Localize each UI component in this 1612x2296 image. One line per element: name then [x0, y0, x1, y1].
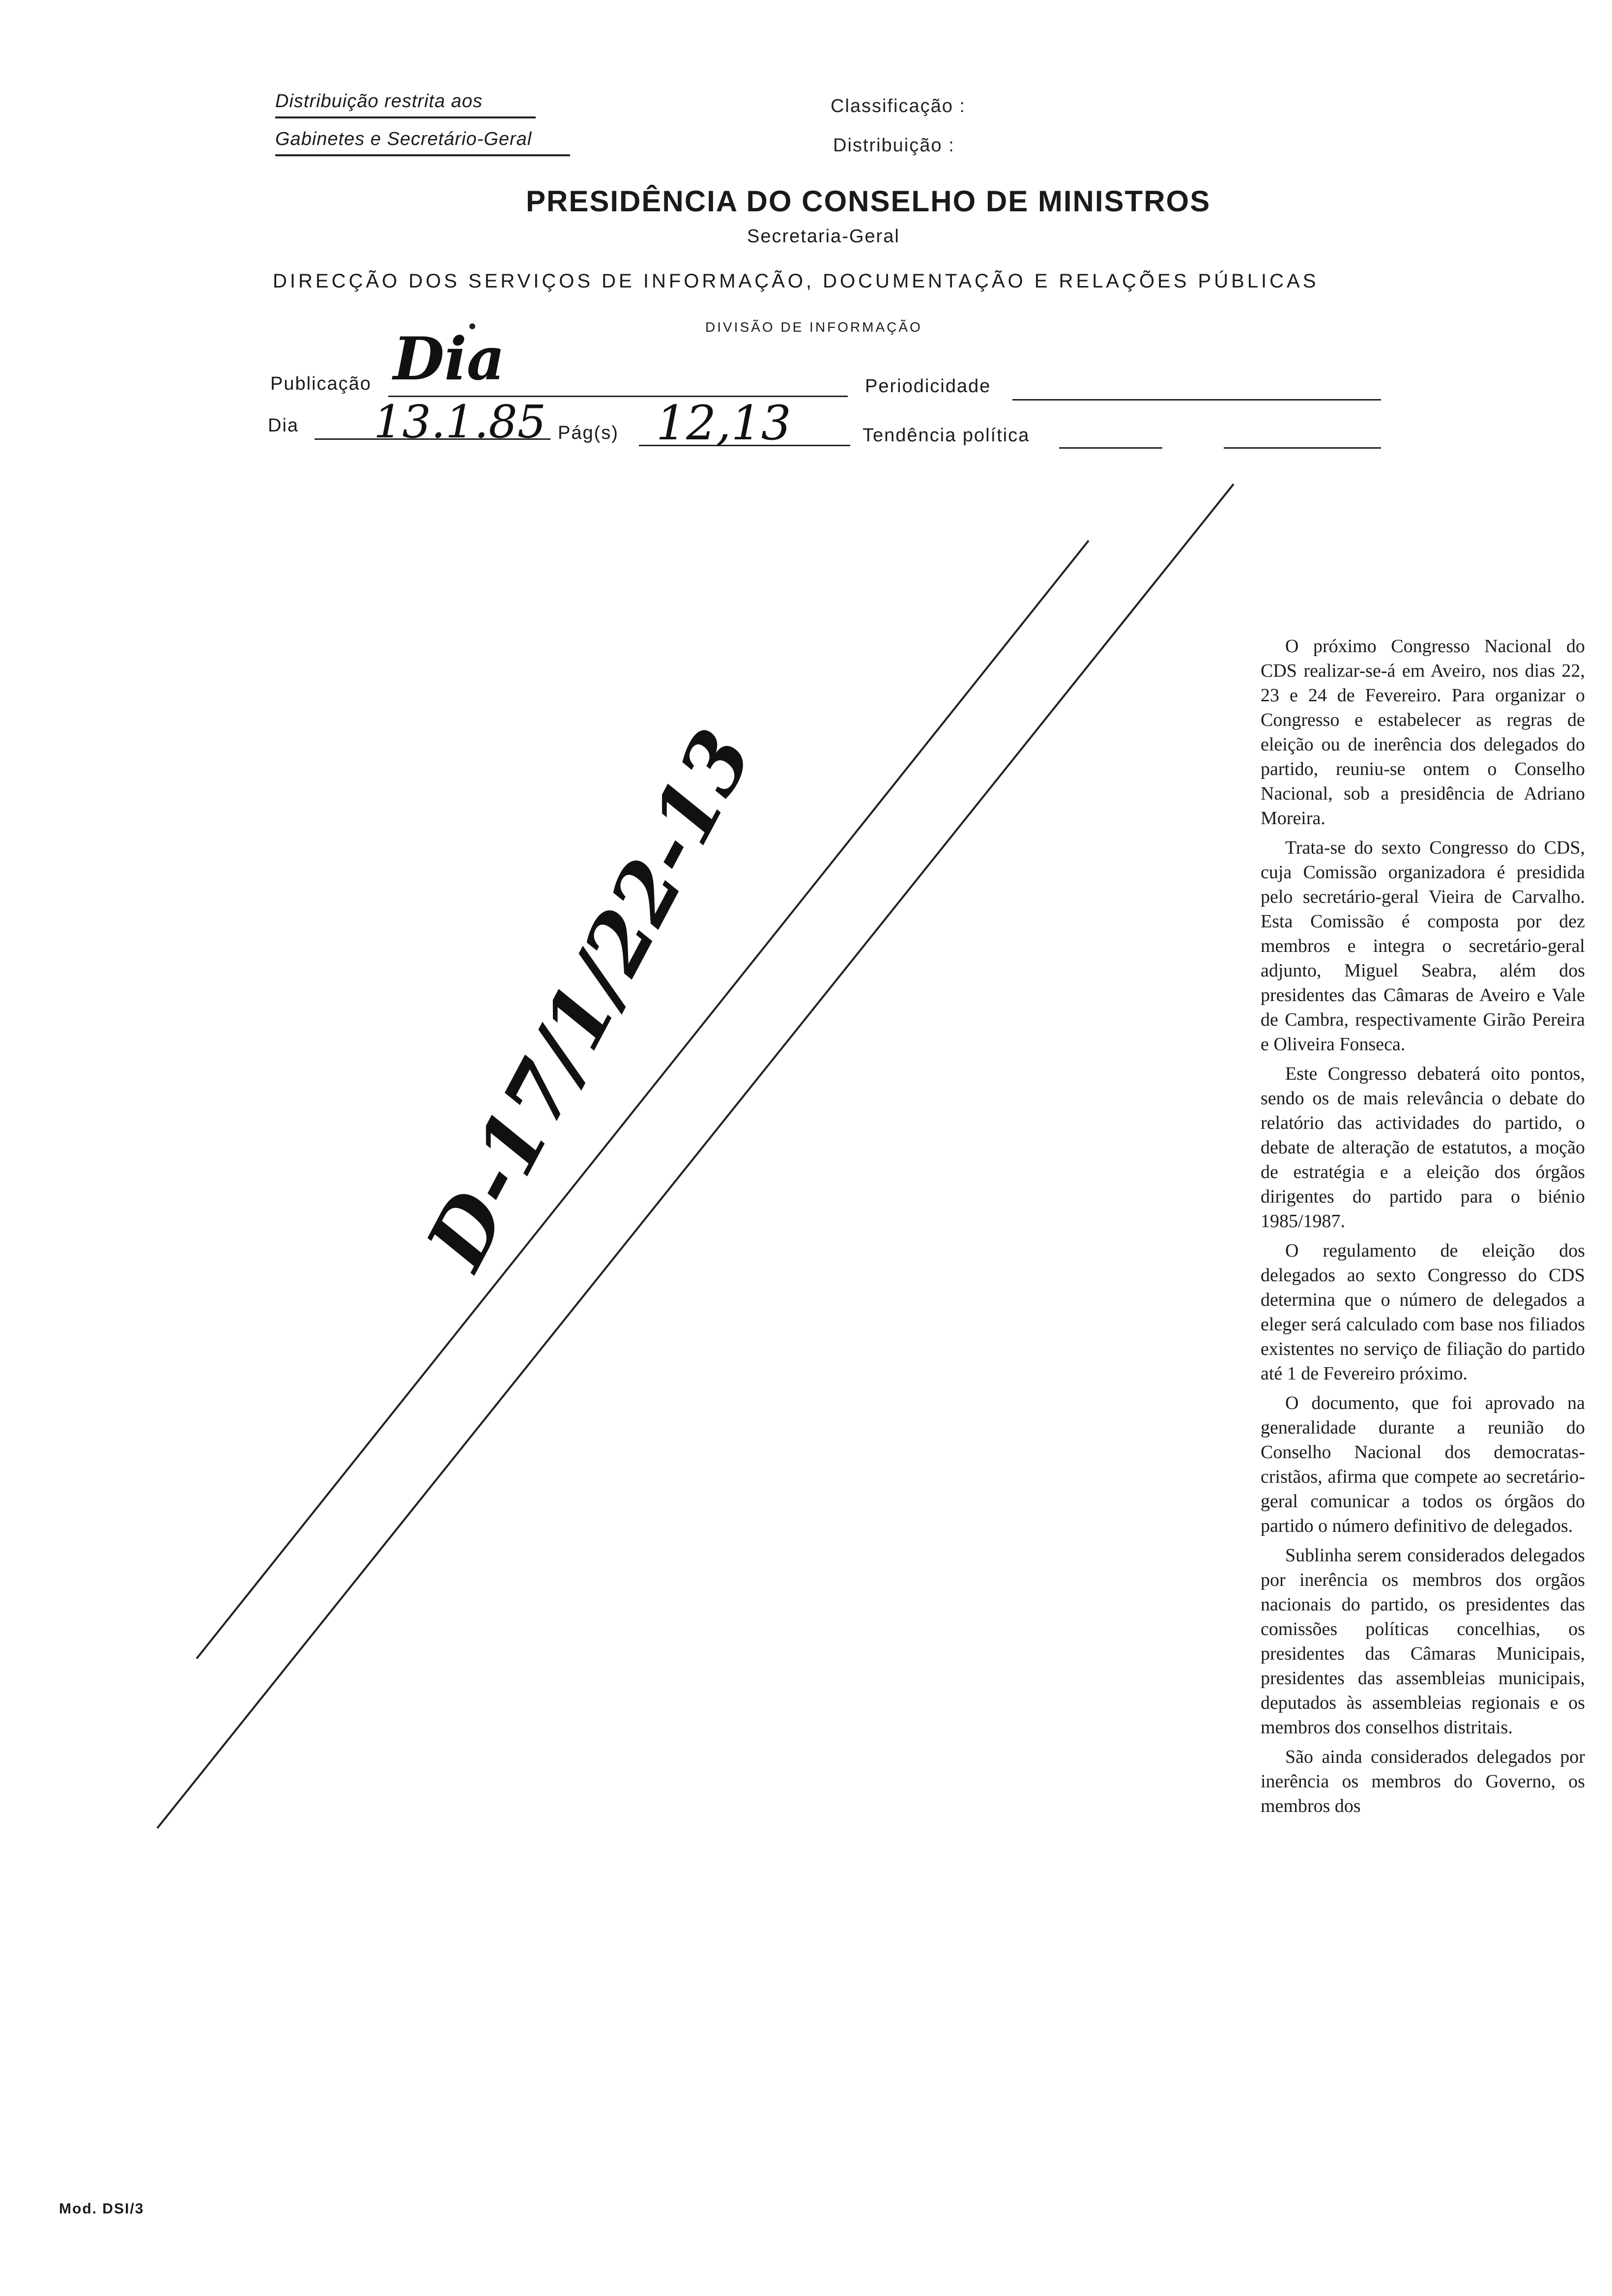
form-model-code: Mod. DSI/3 [59, 2201, 144, 2217]
handwritten-archive-code: D-17/1/22-13 [408, 715, 771, 1284]
article-column [1261, 634, 1585, 1823]
pages-handwritten: 12,13 [656, 396, 791, 451]
diagonal-line-lower [157, 484, 1234, 1828]
article-paragraph: O documento, que foi aprovado na generalidade durante a reunião do Conselho Nacional dos democratas-cristãos, afirma que compete ao secretário-geral comunicar a todos os órgãos do partido o número definitivo de delegados. [1261, 1393, 1585, 1536]
periodicity-label: Periodicidade [865, 376, 991, 397]
restricted-distribution-line1: Distribuição restrita aos [275, 91, 536, 118]
article-paragraph: Sublinha serem considerados delegados por inerência os membros dos orgãos nacionais do partido, os presidentes das comissões políticas concelhias, os presidentes das Câmaras Municipais, presidentes das assembleias municipais, deputados às assembleias regionais e os membros dos conselhos distritais. [1261, 1545, 1585, 1738]
pages-label: Pág(s) [558, 423, 619, 443]
publication-label: Publicação [270, 373, 372, 394]
periodicity-rule [1012, 399, 1381, 401]
diagonal-line-upper [197, 541, 1089, 1659]
article-paragraph: O próximo Congresso Nacional do CDS realizar-se-á em Aveiro, nos dias 22, 23 e 24 de Fevereiro. Para organizar o Congresso e estabelecer as regras de eleição ou de inerência dos delegados do partido, reuniu-se ontem o Conselho Nacional, sob a presidência de Adriano Moreira. [1261, 636, 1585, 829]
publication-handwritten: Dia [393, 324, 505, 394]
article-paragraph: O regulamento de eleição dos delegados ao sexto Congresso do CDS determina que o número de delegados a eleger será calculado com base nos filiados existentes no serviço de filiação do partido até 1 de Fevereiro próximo. [1261, 1240, 1585, 1384]
division-heading: DIVISÃO DE INFORMAÇÃO [705, 319, 922, 335]
article-paragraph: São ainda considerados delegados por inerência os membros do Governo, os membros dos [1261, 1747, 1585, 1816]
article-paragraph: Este Congresso debaterá oito pontos, sendo os de mais relevância o debate do relatório das actividades do partido, o debate de alteração de estatutos, a moção de estratégia e a eleição dos órgãos dirigentes do partido para o biénio 1985/1987. [1261, 1063, 1585, 1232]
article-paragraph: Trata-se do sexto Congresso do CDS, cuja Comissão organizadora é presidida pelo secretário-geral Vieira de Carvalho. Esta Comissão é composta por dez membros e integra o secretário-geral adjunto, Miguel Seabra, além dos presidentes das Câmaras de Aveiro e Vale de Cambra, respectivamente Girão Pereira e Oliveira Fonseca. [1261, 837, 1585, 1055]
page-subtitle: Secretaria-Geral [747, 226, 900, 247]
directorate-heading: DIRECÇÃO DOS SERVIÇOS DE INFORMAÇÃO, DOCUMENTAÇÃO E RELAÇÕES PÚBLICAS [273, 270, 1319, 292]
tendency-label: Tendência política [863, 425, 1030, 446]
restricted-distribution-line2: Gabinetes e Secretário-Geral [275, 129, 570, 156]
tendency-rule-2 [1224, 447, 1381, 449]
page-title: PRESIDÊNCIA DO CONSELHO DE MINISTROS [526, 185, 1211, 218]
day-handwritten: 13.1.85 [374, 396, 547, 448]
distribution-label: Distribuição : [833, 135, 955, 156]
tendency-rule [1059, 447, 1162, 449]
classification-label: Classificação : [831, 96, 966, 116]
day-label: Dia [268, 415, 299, 436]
